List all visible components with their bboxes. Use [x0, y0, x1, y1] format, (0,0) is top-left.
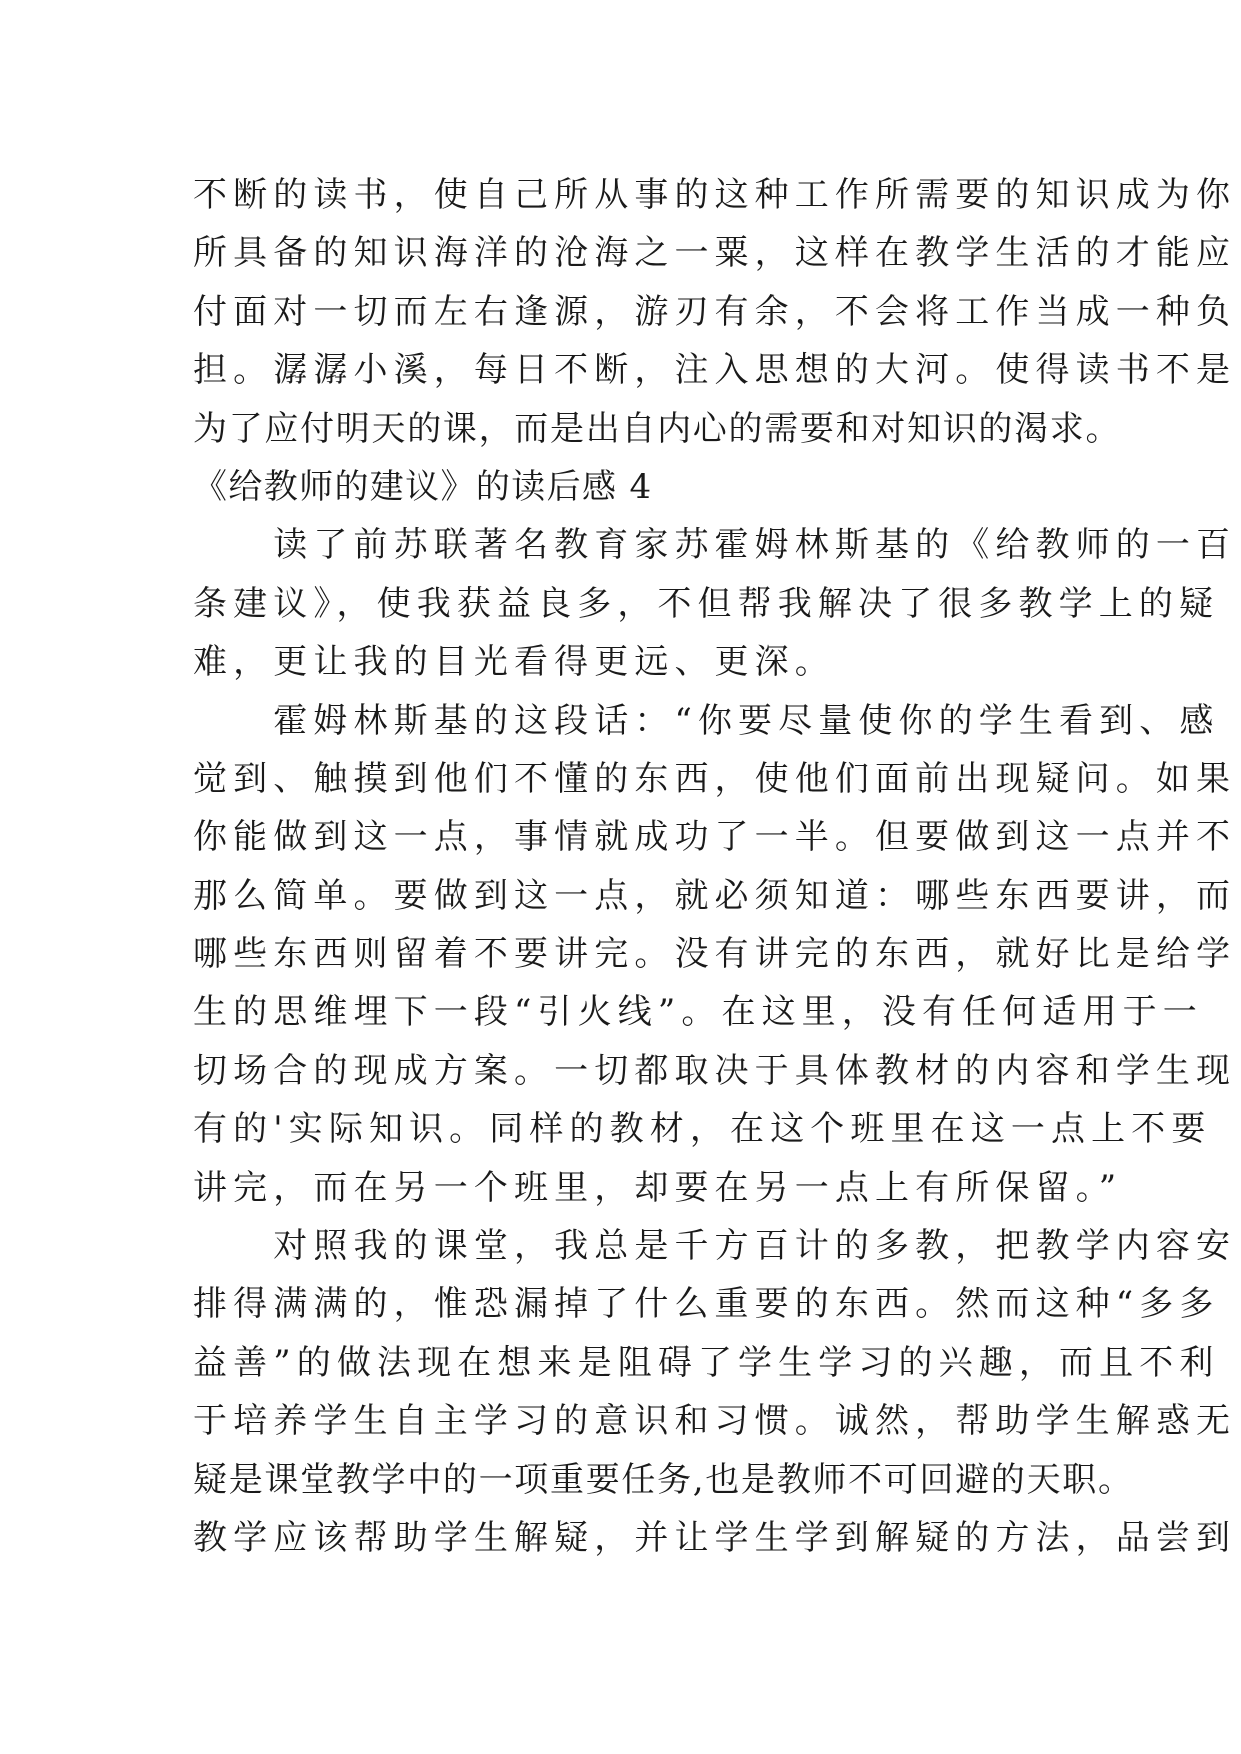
section-title: 《给教师的建议》的读后感 4: [193, 466, 653, 507]
body-line: 哪些东西则留着不要讲完。没有讲完的东西，就好比是给学: [193, 934, 1237, 975]
body-line: 付面对一切而左右逢源，游刃有余，不会将工作当成一种负: [193, 291, 1237, 332]
body-line: 难，更让我的目光看得更远、更深。: [193, 642, 835, 683]
body-line: 讲完，而在另一个班里，却要在另一点上有所保留。”: [193, 1167, 1123, 1208]
body-line: 排得满满的，惟恐漏掉了什么重要的东西。然而这种“多多: [193, 1284, 1220, 1325]
body-line: 你能做到这一点，事情就成功了一半。但要做到这一点并不: [193, 817, 1237, 858]
body-line: 对照我的课堂，我总是千方百计的多教，把教学内容安: [193, 1226, 1237, 1267]
body-line: 读了前苏联著名教育家苏霍姆林斯基的《给教师的一百: [193, 525, 1237, 566]
body-line: 生的思维埋下一段“引火线”。在这里，没有任何适用于一: [193, 992, 1203, 1033]
body-line: 教学应该帮助学生解疑，并让学生学到解疑的方法，品尝到: [193, 1517, 1237, 1558]
body-line: 那么简单。要做到这一点，就必须知道：哪些东西要讲，而: [193, 875, 1237, 916]
body-line: 条建议》，使我获益良多，不但帮我解决了很多教学上的疑: [193, 583, 1220, 624]
body-line: 不断的读书，使自己所从事的这种工作所需要的知识成为你: [193, 175, 1237, 215]
body-line: 切场合的现成方案。一切都取决于具体教材的内容和学生现: [193, 1050, 1237, 1091]
body-line: 觉到、触摸到他们不懂的东西，使他们面前出现疑问。如果: [193, 758, 1237, 799]
body-line: 有的'实际知识。同样的教材，在这个班里在这一点上不要: [193, 1109, 1212, 1150]
body-line: 于培养学生自主学习的意识和习惯。诚然，帮助学生解惑无: [193, 1401, 1237, 1442]
body-line: 益善”的做法现在想来是阻碍了学生学习的兴趣，而且不利: [193, 1342, 1220, 1383]
body-line: 所具备的知识海洋的沧海之一粟，这样在教学生活的才能应: [193, 233, 1237, 274]
document-page: [193, 166, 1237, 1567]
body-line: 疑是课堂教学中的一项重要任务,也是教师不可回避的天职。: [193, 1459, 1134, 1500]
body-line: 为了应付明天的课，而是出自内心的需要和对知识的渴求。: [193, 408, 1122, 449]
body-line: 霍姆林斯基的这段话：“你要尽量使你的学生看到、感: [193, 700, 1220, 741]
body-line: 担。潺潺小溪，每日不断，注入思想的大河。使得读书不是: [193, 350, 1237, 391]
